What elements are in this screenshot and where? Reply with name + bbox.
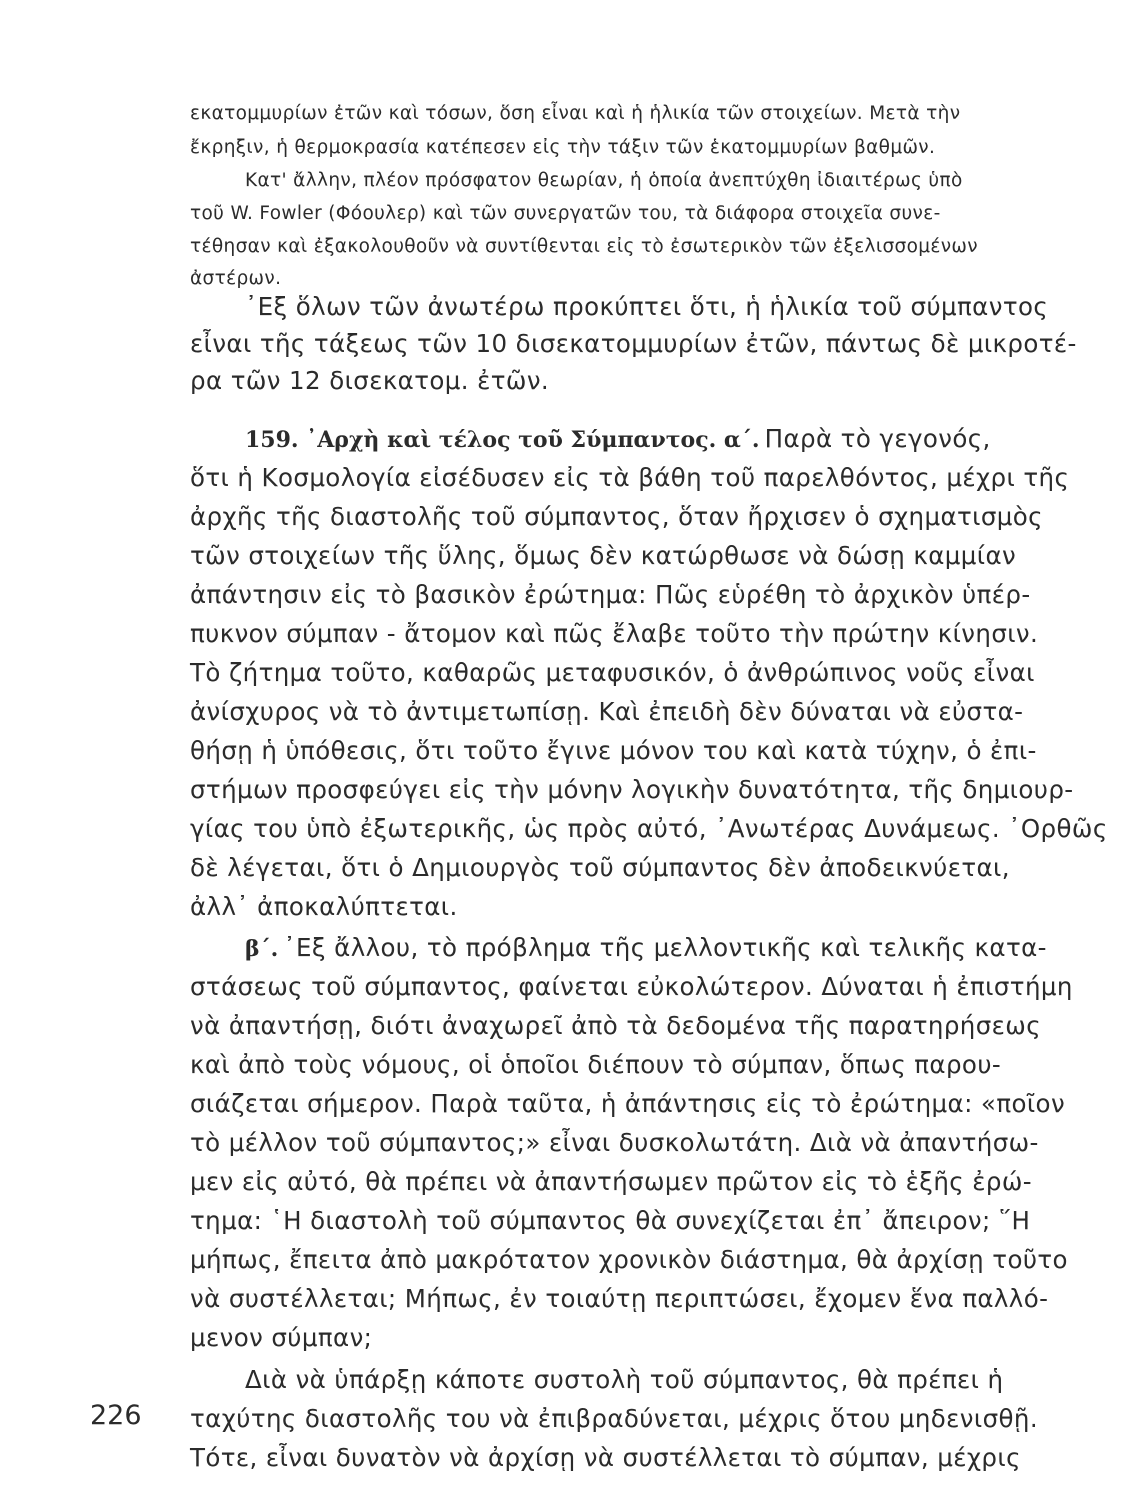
body-text-line: μενον σύμπαν; bbox=[190, 1323, 373, 1352]
body-text-line: ρα τῶν 12 δισεκατομ. ἐτῶν. bbox=[190, 366, 550, 395]
body-text-line: τὸ μέλλον τοῦ σύμπαντος;» εἶναι δυσκολωτάτη. Διὰ νὰ ἀπαντήσω- bbox=[190, 1128, 1039, 1157]
small-text-line: τέθησαν καὶ ἐξακολουθοῦν νὰ συντίθενται εἰς τὸ ἐσωτερικὸν τῶν ἐξελισσομένων bbox=[190, 236, 978, 257]
page-number: 226 bbox=[90, 1400, 142, 1431]
body-text-line: εἶναι τῆς τάξεως τῶν 10 δισεκατομμυρίων ἐτῶν, πάντως δὲ μικροτέ- bbox=[190, 329, 1077, 358]
body-text-line: τημα: ῾Η διαστολὴ τοῦ σύμπαντος θὰ συνεχίζεται ἐπ᾿ ἄπειρον; ῞Η bbox=[190, 1206, 1031, 1235]
body-text-line: ὅτι ἡ Κοσμολογία εἰσέδυσεν εἰς τὰ βάθη τοῦ παρελθόντος, μέχρι τῆς bbox=[190, 463, 1070, 492]
small-text-line: τοῦ W. Fowler (Φόουλερ) καὶ τῶν συνεργατῶν του, τὰ διάφορα στοιχεῖα συνε- bbox=[190, 203, 941, 224]
body-text-line: τῶν στοιχείων τῆς ὕλης, ὅμως δὲν κατώρθωσε νὰ δώσῃ καμμίαν bbox=[190, 541, 1017, 570]
body-text-line: Τὸ ζήτημα τοῦτο, καθαρῶς μεταφυσικόν, ὁ ἀνθρώπινος νοῦς εἶναι bbox=[190, 658, 1035, 687]
body-text-line: ᾿Εξ ὅλων τῶν ἀνωτέρω προκύπτει ὅτι, ἡ ἡλικία τοῦ σύμπαντος bbox=[245, 292, 1049, 321]
body-text-line: ἀπάντησιν εἰς τὸ βασικὸν ἐρώτημα: Πῶς εὑρέθη τὸ ἀρχικὸν ὑπέρ- bbox=[190, 580, 1031, 609]
section-heading: 159. ᾿Αρχὴ καὶ τέλος τοῦ Σύμπαντος. α΄. bbox=[245, 427, 760, 453]
body-text-line: στήμων προσφεύγει εἰς τὴν μόνην λογικὴν δυνατότητα, τῆς δημιουρ- bbox=[190, 775, 1074, 804]
body-text-span: Παρὰ τὸ γεγονός, bbox=[764, 424, 991, 453]
body-text-line: θήσῃ ἡ ὑπόθεσις, ὅτι τοῦτο ἔγινε μόνον του καὶ κατὰ τύχην, ὁ ἐπι- bbox=[190, 736, 1037, 765]
body-text-line: νὰ συστέλλεται; Μήπως, ἐν τοιαύτῃ περιπτώσει, ἔχομεν ἕνα παλλό- bbox=[190, 1284, 1049, 1313]
body-text-line: ἀρχῆς τῆς διαστολῆς τοῦ σύμπαντος, ὅταν ἤρχισεν ὁ σχηματισμὸς bbox=[190, 502, 1043, 531]
small-text-line: ἔκρηξιν, ἡ θερμοκρασία κατέπεσεν εἰς τὴν τάξιν τῶν ἑκατομμυρίων βαθμῶν. bbox=[190, 137, 936, 158]
body-text-span: ᾿Εξ ἄλλου, τὸ πρόβλημα τῆς μελλοντικῆς καὶ τελικῆς κατα- bbox=[283, 933, 1047, 962]
subsection-label: β΄. bbox=[245, 936, 279, 962]
body-text-line: πυκνον σύμπαν - ἄτομον καὶ πῶς ἔλαβε τοῦτο τὴν πρώτην κίνησιν. bbox=[190, 619, 1039, 648]
body-text-line: γίας του ὑπὸ ἐξωτερικῆς, ὡς πρὸς αὐτό, ᾿Ανωτέρας Δυνάμεως. ᾿Ορθῶς bbox=[190, 814, 1108, 843]
body-text-line: ἀλλ᾿ ἀποκαλύπτεται. bbox=[190, 892, 458, 921]
body-text-line: μήπως, ἔπειτα ἀπὸ μακρότατον χρονικὸν διάστημα, θὰ ἀρχίσῃ τοῦτο bbox=[190, 1245, 1068, 1274]
body-text-line: Διὰ νὰ ὑπάρξῃ κάποτε συστολὴ τοῦ σύμπαντος, θὰ πρέπει ἡ bbox=[245, 1365, 1004, 1394]
small-text-line: ἀστέρων. bbox=[190, 268, 282, 289]
body-text-line: Τότε, εἶναι δυνατὸν νὰ ἀρχίσῃ νὰ συστέλλεται τὸ σύμπαν, μέχρις bbox=[190, 1443, 1021, 1472]
body-text-line: ἀνίσχυρος νὰ τὸ ἀντιμετωπίσῃ. Καὶ ἐπειδὴ δὲν δύναται νὰ εὐστα- bbox=[190, 697, 1024, 726]
section-heading-line bbox=[245, 424, 991, 453]
small-text-line: εκατομμυρίων ἐτῶν καὶ τόσων, ὅση εἶναι καὶ ἡ ἡλικία τῶν στοιχείων. Μετὰ τὴν bbox=[190, 103, 961, 124]
small-text-line: Κατ' ἄλλην, πλέον πρόσφατον θεωρίαν, ἡ ὁποία ἀνεπτύχθη ἰδιαιτέρως ὑπὸ bbox=[245, 170, 963, 191]
body-text-line: δὲ λέγεται, ὅτι ὁ Δημιουργὸς τοῦ σύμπαντος δὲν ἀποδεικνύεται, bbox=[190, 853, 1010, 882]
beta-first-line bbox=[245, 933, 1047, 962]
body-text-line: μεν εἰς αὐτό, θὰ πρέπει νὰ ἀπαντήσωμεν πρῶτον εἰς τὸ ἑξῆς ἐρώ- bbox=[190, 1167, 1032, 1196]
body-text-line: καὶ ἀπὸ τοὺς νόμους, οἱ ὁποῖοι διέπουν τὸ σύμπαν, ὅπως παρου- bbox=[190, 1050, 1002, 1079]
body-text-line: νὰ ἀπαντήσῃ, διότι ἀναχωρεῖ ἀπὸ τὰ δεδομένα τῆς παρατηρήσεως bbox=[190, 1011, 1041, 1040]
body-text-line: ταχύτης διαστολῆς του νὰ ἐπιβραδύνεται, μέχρις ὅτου μηδενισθῇ. bbox=[190, 1404, 1039, 1433]
body-text-line: στάσεως τοῦ σύμπαντος, φαίνεται εὐκολώτερον. Δύναται ἡ ἐπιστήμη bbox=[190, 972, 1073, 1001]
body-text-line: σιάζεται σήμερον. Παρὰ ταῦτα, ἡ ἀπάντησις εἰς τὸ ἐρώτημα: «ποῖον bbox=[190, 1089, 1066, 1118]
